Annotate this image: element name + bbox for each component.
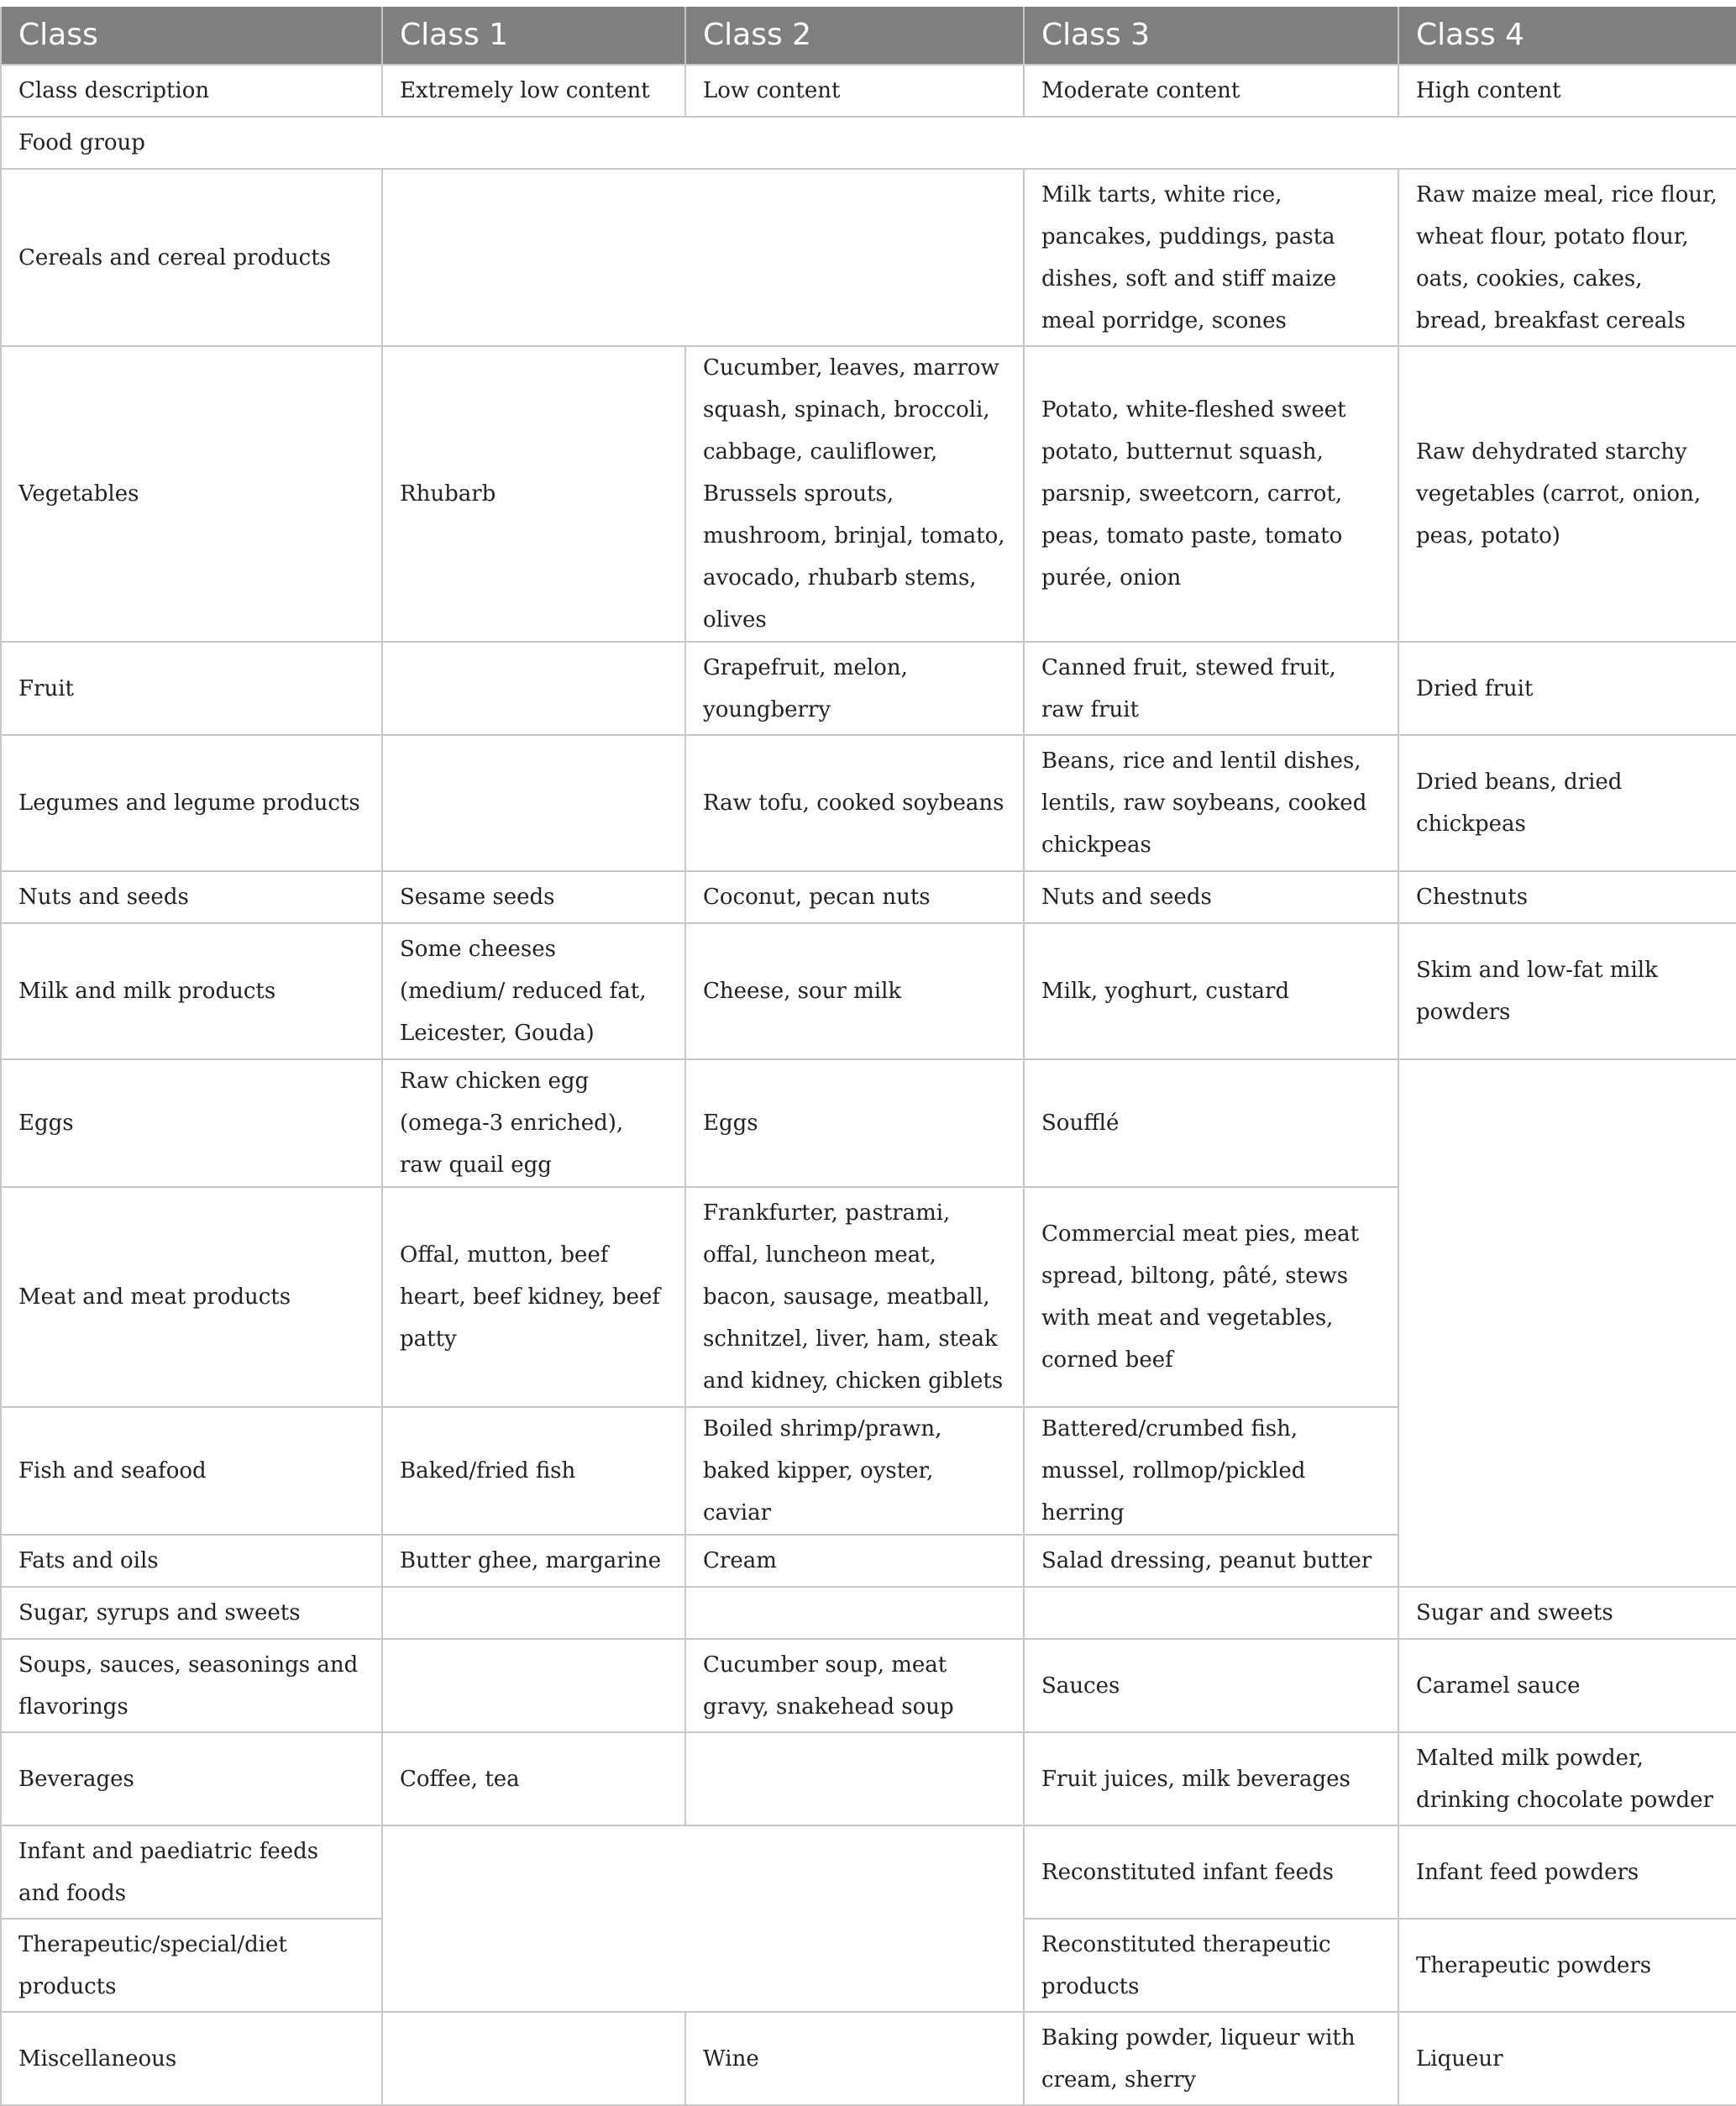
table-cell: Butter ghee, margarine — [382, 1535, 685, 1587]
table-cell: Salad dressing, peanut butter — [1024, 1535, 1398, 1587]
table-cell: Malted milk powder, drinking chocolate powder — [1398, 1732, 1736, 1825]
table-cell: High content — [1398, 65, 1736, 117]
table-cell: Raw dehydrated starchy vegetables (carrot, onion, peas, potato) — [1398, 346, 1736, 642]
table-cell — [685, 1587, 1024, 1639]
table-cell: Grapefruit, melon, youngberry — [685, 642, 1024, 735]
row-label: Nuts and seeds — [1, 871, 382, 923]
table-cell — [685, 1732, 1024, 1825]
table-cell: Cream — [685, 1535, 1024, 1587]
row-label: Sugar, syrups and sweets — [1, 1587, 382, 1639]
table-cell: Rhubarb — [382, 346, 685, 642]
row-label: Vegetables — [1, 346, 382, 642]
table-cell: Skim and low-fat milk powders — [1398, 923, 1736, 1059]
table-cell: Reconstituted therapeutic products — [1024, 1919, 1398, 2012]
table-cell — [382, 169, 1024, 346]
table-cell: Frankfurter, pastrami, offal, luncheon meat, bacon, sausage, meatball, schnitzel, liver, ham, steak and kidney, chicken giblets — [685, 1187, 1024, 1407]
row-label: Class description — [1, 65, 382, 117]
table-cell: Moderate content — [1024, 65, 1398, 117]
table-cell: Dried beans, dried chickpeas — [1398, 735, 1736, 871]
table-cell: Battered/crumbed fish, mussel, rollmop/pickled herring — [1024, 1407, 1398, 1535]
table-row — [1, 1059, 1736, 1187]
table-cell: Nuts and seeds — [1024, 871, 1398, 923]
table-cell — [382, 735, 685, 871]
header-class-1: Class 1 — [382, 7, 685, 65]
table-cell: Some cheeses (medium/ reduced fat, Leicester, Gouda) — [382, 923, 685, 1059]
table-cell: Reconstituted infant feeds — [1024, 1825, 1398, 1919]
row-label: Soups, sauces, seasonings and flavorings — [1, 1639, 382, 1732]
header-class: Class — [1, 7, 382, 65]
table-cell: Raw maize meal, rice flour, wheat flour, potato flour, oats, cookies, cakes, bread, breakfast cereals — [1398, 169, 1736, 346]
row-label: Therapeutic/special/diet products — [1, 1919, 382, 2012]
table-cell: Milk, yoghurt, custard — [1024, 923, 1398, 1059]
table-cell: Sesame seeds — [382, 871, 685, 923]
table-cell: Commercial meat pies, meat spread, biltong, pâté, stews with meat and vegetables, corned beef — [1024, 1187, 1398, 1407]
table-cell: Caramel sauce — [1398, 1639, 1736, 1732]
table-cell: Beans, rice and lentil dishes, lentils, raw soybeans, cooked chickpeas — [1024, 735, 1398, 871]
table-cell: Soufflé — [1024, 1059, 1398, 1187]
row-label: Fats and oils — [1, 1535, 382, 1587]
table-cell — [382, 2012, 685, 2105]
table-cell: Baked/fried fish — [382, 1407, 685, 1535]
table-cell: Fruit juices, milk beverages — [1024, 1732, 1398, 1825]
table-row — [1, 1825, 1736, 1919]
table-row — [1, 169, 1736, 346]
food-class-table — [0, 7, 1736, 2106]
row-label: Fruit — [1, 642, 382, 735]
table-cell: Extremely low content — [382, 65, 685, 117]
table-cell: Coconut, pecan nuts — [685, 871, 1024, 923]
table-cell — [1024, 1587, 1398, 1639]
table-cell: Potato, white-fleshed sweet potato, butternut squash, parsnip, sweetcorn, carrot, peas, tomato paste, tomato purée, onion — [1024, 346, 1398, 642]
table-cell — [1398, 1059, 1736, 1587]
table-cell — [382, 1825, 1024, 2012]
table-cell: Chestnuts — [1398, 871, 1736, 923]
table-cell — [382, 642, 685, 735]
header-class-2: Class 2 — [685, 7, 1024, 65]
row-label: Cereals and cereal products — [1, 169, 382, 346]
table-cell: Low content — [685, 65, 1024, 117]
table-row — [1, 1639, 1736, 1732]
classification-table-container — [0, 7, 1736, 2106]
table-cell: Cucumber, leaves, marrow squash, spinach, broccoli, cabbage, cauliflower, Brussels sprouts, mushroom, brinjal, tomato, avocado, rhubarb stems, olives — [685, 346, 1024, 642]
row-label: Legumes and legume products — [1, 735, 382, 871]
row-label: Milk and milk products — [1, 923, 382, 1059]
row-label: Eggs — [1, 1059, 382, 1187]
table-row — [1, 871, 1736, 923]
table-cell: Cucumber soup, meat gravy, snakehead soup — [685, 1639, 1024, 1732]
header-class-3: Class 3 — [1024, 7, 1398, 65]
table-row — [1, 735, 1736, 871]
table-cell: Eggs — [685, 1059, 1024, 1187]
table-cell: Boiled shrimp/prawn, baked kipper, oyster, caviar — [685, 1407, 1024, 1535]
table-cell: Raw chicken egg (omega-3 enriched), raw quail egg — [382, 1059, 685, 1187]
table-cell: Offal, mutton, beef heart, beef kidney, beef patty — [382, 1187, 685, 1407]
row-label: Fish and seafood — [1, 1407, 382, 1535]
table-row — [1, 923, 1736, 1059]
table-cell: Sauces — [1024, 1639, 1398, 1732]
table-cell: Dried fruit — [1398, 642, 1736, 735]
table-cell: Cheese, sour milk — [685, 923, 1024, 1059]
row-label: Infant and paediatric feeds and foods — [1, 1825, 382, 1919]
header-class-4: Class 4 — [1398, 7, 1736, 65]
table-row — [1, 1732, 1736, 1825]
table-row — [1, 65, 1736, 117]
table-cell — [382, 1639, 685, 1732]
table-row — [1, 117, 1736, 169]
table-cell: Coffee, tea — [382, 1732, 685, 1825]
table-cell — [382, 1587, 685, 1639]
table-cell: Sugar and sweets — [1398, 1587, 1736, 1639]
table-header-row — [1, 7, 1736, 65]
table-cell: Baking powder, liqueur with cream, sherry — [1024, 2012, 1398, 2105]
table-row — [1, 346, 1736, 642]
table-cell: Infant feed powders — [1398, 1825, 1736, 1919]
table-cell: Raw tofu, cooked soybeans — [685, 735, 1024, 871]
row-label: Meat and meat products — [1, 1187, 382, 1407]
table-row — [1, 2012, 1736, 2105]
table-cell: Liqueur — [1398, 2012, 1736, 2105]
table-cell: Milk tarts, white rice, pancakes, puddings, pasta dishes, soft and stiff maize meal porridge, scones — [1024, 169, 1398, 346]
table-row — [1, 1587, 1736, 1639]
row-label: Beverages — [1, 1732, 382, 1825]
table-row — [1, 642, 1736, 735]
table-cell: Canned fruit, stewed fruit, raw fruit — [1024, 642, 1398, 735]
food-group-heading: Food group — [1, 117, 1736, 169]
row-label: Miscellaneous — [1, 2012, 382, 2105]
table-cell: Wine — [685, 2012, 1024, 2105]
table-cell: Therapeutic powders — [1398, 1919, 1736, 2012]
